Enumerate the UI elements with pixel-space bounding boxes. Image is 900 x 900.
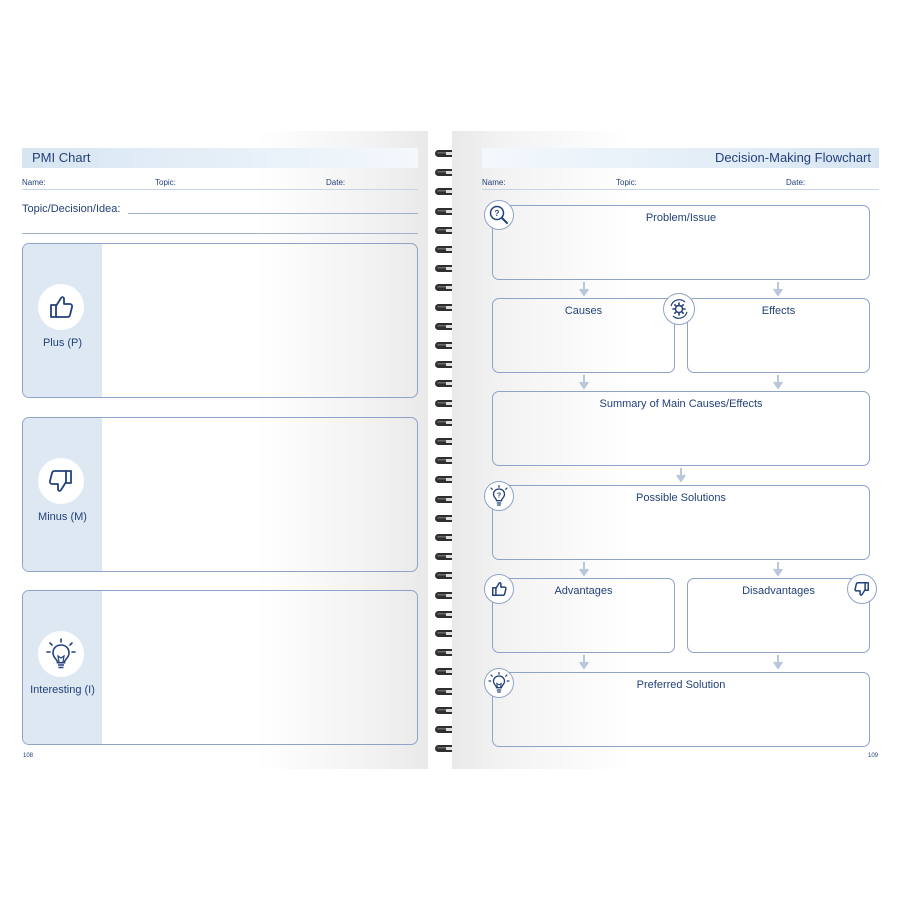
date-label: Date: [786,178,806,187]
page-number: 108 [23,753,34,759]
left-page [0,131,428,769]
topic-label: Topic: [616,178,637,187]
solutions-label: Possible Solutions [636,492,726,504]
lightbulb-icon [484,668,514,698]
advantages-label: Advantages [554,585,613,597]
preferred-solution-label: Preferred Solution [636,679,726,691]
preferred-solution-box[interactable] [492,672,870,747]
date-label: Date: [326,178,346,187]
name-label: Name: [22,178,46,187]
disadvantages-label: Disadvantages [742,585,815,597]
minus-label: Minus (M) [38,511,87,523]
right-page [452,131,900,769]
down-arrow [773,655,783,669]
advantages-box[interactable] [492,578,675,653]
problem-label: Problem/Issue [645,212,717,224]
interesting-box[interactable] [22,590,418,745]
name-label: Name: [482,178,506,187]
write-line[interactable] [128,213,418,214]
thumbs-down-icon [38,458,84,504]
gear-cycle-icon [663,293,695,325]
page-title: PMI Chart [22,148,418,168]
minus-box[interactable] [22,417,418,572]
interesting-label: Interesting (I) [30,684,95,696]
effects-box[interactable] [687,298,870,373]
down-arrow [579,655,589,669]
causes-box[interactable] [492,298,675,373]
down-arrow [676,468,686,482]
write-line[interactable] [22,233,418,234]
magnifier-question-icon [484,200,514,230]
meta-row [22,178,418,190]
down-arrow [579,282,589,296]
summary-box[interactable] [492,391,870,466]
effects-label: Effects [761,305,796,317]
page-title: Decision-Making Flowchart [482,148,879,168]
plus-label: Plus (P) [42,337,83,349]
down-arrow [773,282,783,296]
thumbs-up-icon [484,574,514,604]
down-arrow [773,562,783,576]
page-number: 109 [868,753,879,759]
topic-label: Topic: [155,178,176,187]
disadvantages-box[interactable] [687,578,870,653]
svg-text:?: ? [496,492,502,500]
thumbs-up-icon [38,284,84,330]
svg-text:?: ? [494,209,500,218]
meta-row [482,178,879,190]
down-arrow [579,375,589,389]
solutions-box[interactable] [492,485,870,560]
causes-label: Causes [564,305,603,317]
thumbs-down-icon [847,574,877,604]
plus-box[interactable] [22,243,418,398]
topic-decision-idea-label: Topic/Decision/Idea: [22,203,121,215]
problem-box[interactable] [492,205,870,280]
down-arrow [579,562,589,576]
down-arrow [773,375,783,389]
lightbulb-icon [38,631,84,677]
summary-label: Summary of Main Causes/Effects [599,398,763,410]
lightbulb-question-icon [484,481,514,511]
